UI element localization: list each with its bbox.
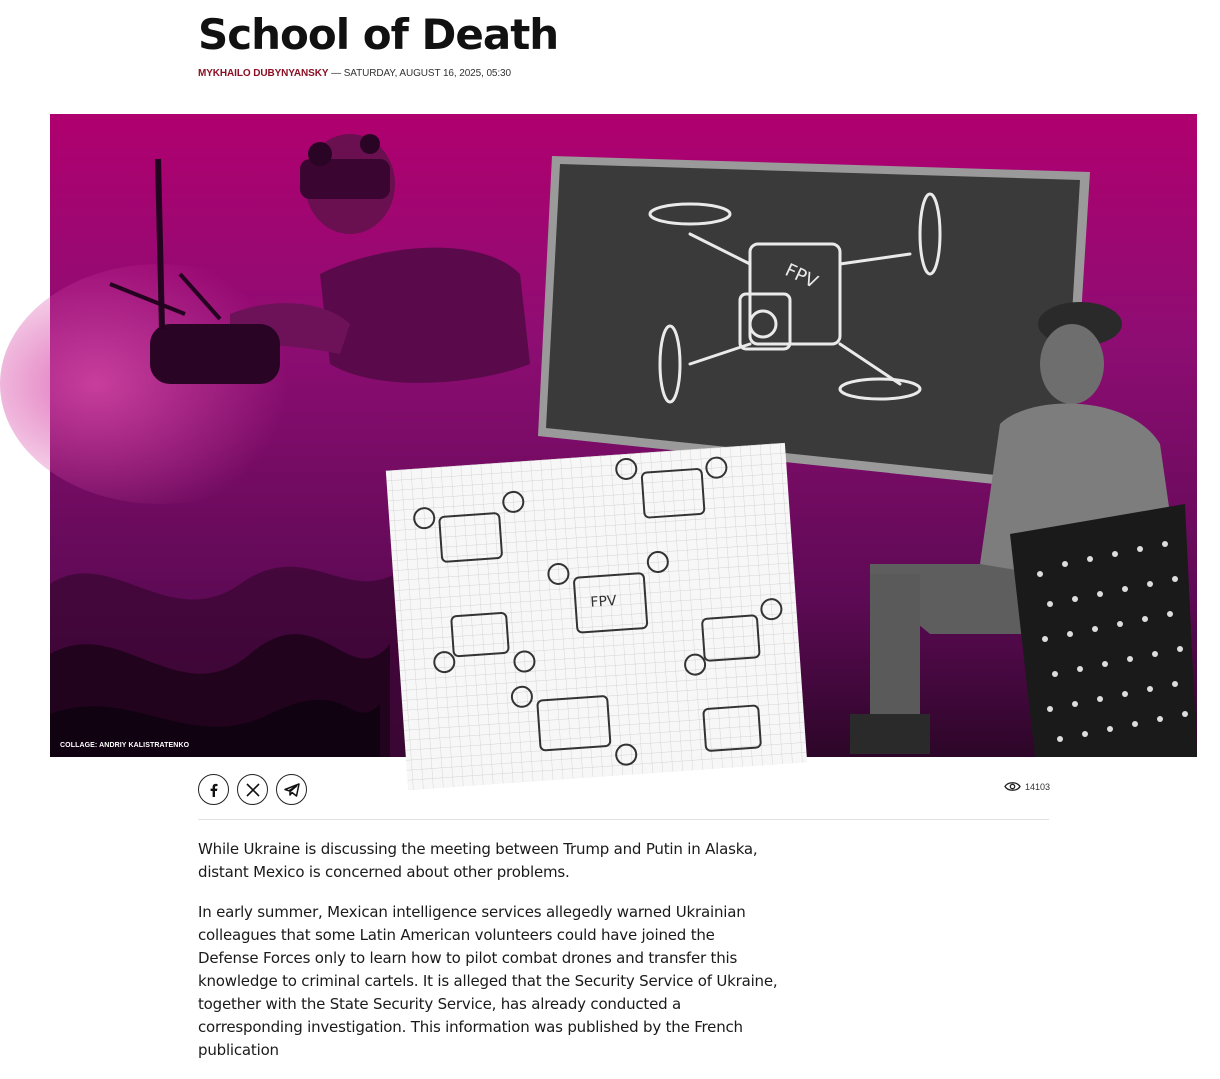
share-bar xyxy=(198,774,307,805)
divider xyxy=(198,819,1049,820)
telegram-icon xyxy=(284,783,300,797)
sketch-paper xyxy=(386,443,807,790)
image-credit: COLLAGE: ANDRIY KALISTRATENKO xyxy=(60,742,190,749)
share-x-button[interactable] xyxy=(237,774,268,805)
sketch-label: FPV xyxy=(589,592,618,611)
publish-date: SATURDAY, AUGUST 16, 2025, 05:30 xyxy=(343,68,511,79)
byline xyxy=(198,68,511,79)
hero-image xyxy=(50,114,1197,757)
hero-collage xyxy=(50,114,1197,757)
article-body xyxy=(198,838,778,1079)
paragraph: In early summer, Mexican intelligence services allegedly warned Ukrainian colleagues that some Latin American volunteers could have joined the Defense Forces only to learn how to pilot combat drones and transfer this knowledge to criminal cartels. It is alleged that the Security Service of Ukraine, together with the State Security Service, has already conducted a corresponding investigation. This information was published by the French publication xyxy=(198,903,778,1059)
view-counter xyxy=(1004,781,1050,792)
view-count: 14103 xyxy=(1025,781,1051,792)
x-icon xyxy=(246,783,260,797)
share-telegram-button[interactable] xyxy=(276,774,307,805)
article-title: School of Death xyxy=(198,10,559,59)
eye-icon xyxy=(1004,781,1021,792)
author-link[interactable]: MYKHAILO DUBYNYANSKY xyxy=(198,68,329,79)
pilot-figure xyxy=(110,134,530,384)
chalkboard-label: FPV xyxy=(781,259,821,294)
share-facebook-button[interactable] xyxy=(198,774,229,805)
paragraph: While Ukraine is discussing the meeting between Trump and Putin in Alaska, distant Mexico is concerned about other problems. xyxy=(198,840,758,881)
byline-separator: — xyxy=(328,68,344,79)
facebook-icon xyxy=(207,783,221,797)
